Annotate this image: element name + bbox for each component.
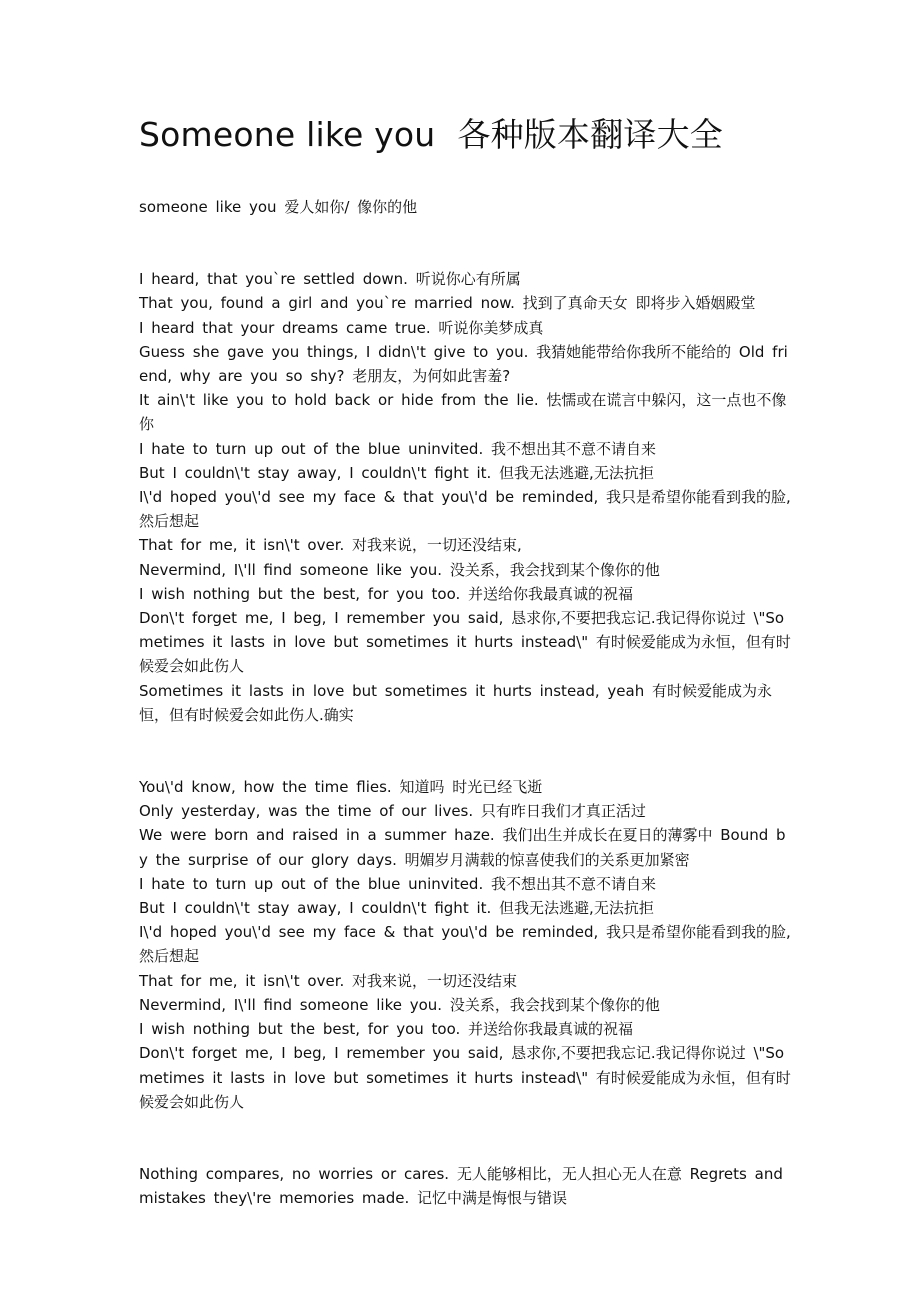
title-chinese: 各种版本翻译大全 [457, 115, 723, 154]
lyric-line: That for me, it isn\'t over. 对我来说，一切还没结束 [139, 971, 518, 990]
lyric-line: Only yesterday, was the time of our lives. 只有昨日我们才真正活过 [139, 802, 646, 821]
lyric-line: I\'d hoped you\'d see my face & that you\'d be reminded, 我只是希望你能看到我的脸,然后想起 [139, 923, 791, 966]
lyric-line: It ain\'t like you to hold back or hide from the lie. 怯懦或在谎言中躲闪，这一点也不像你 [139, 391, 787, 434]
verse-1 [139, 267, 791, 727]
lyric-line: Sometimes it lasts in love but sometimes it hurts instead, yeah 有时候爱能成为永恒，但有时候爱会如此伤人.确实 [139, 681, 772, 724]
lyrics-body [139, 195, 791, 1210]
lyric-line: That you, found a girl and you`re married now. 找到了真命天女 即将步入婚姻殿堂 [139, 294, 756, 313]
lyric-line: Nevermind, I\'ll find someone like you. 没关系，我会找到某个像你的他 [139, 560, 660, 579]
lyric-line: Nevermind, I\'ll find someone like you. 没关系，我会找到某个像你的他 [139, 995, 660, 1014]
section-gap [139, 1114, 791, 1162]
lyric-line: I heard, that you`re settled down. 听说你心有所属 [139, 270, 521, 289]
section-gap [139, 727, 791, 775]
verse-3 [139, 1162, 791, 1210]
document-title [139, 113, 723, 157]
lyric-line: Guess she gave you things, I didn\'t give to you. 我猜她能带给你我所不能给的 Old friend, why are you so shy? 老朋友，为何如此害羞? [139, 342, 788, 386]
section-gap [139, 219, 791, 267]
lyric-line: Don\'t forget me, I beg, I remember you said, 恳求你,不要把我忘记.我记得你说过 \"Sometimes it lasts in love but sometimes it hurts instead\" 有时候爱能成为永恒，但有时候爱会如此伤人 [139, 1044, 791, 1111]
lyric-line: I wish nothing but the best, for you too. 并送给你我最真诚的祝福 [139, 1020, 634, 1039]
lyric-line: You\'d know, how the time flies. 知道吗 时光已经飞逝 [139, 778, 543, 797]
lyric-line: But I couldn\'t stay away, I couldn\'t fight it. 但我无法逃避,无法抗拒 [139, 463, 654, 482]
lyric-line: Nothing compares, no worries or cares. 无人能够相比，无人担心无人在意 Regrets and mistakes they\'re memories made. 记忆中满是悔恨与错误 [139, 1164, 783, 1208]
verse-2 [139, 775, 791, 1114]
subtitle-line: someone like you 爱人如你/ 像你的他 [139, 198, 418, 216]
lyric-line: I hate to turn up out of the blue uninvited. 我不想出其不意不请自来 [139, 874, 656, 893]
lyric-line: That for me, it isn\'t over. 对我来说，一切还没结束, [139, 536, 522, 555]
lyric-line: I\'d hoped you\'d see my face & that you\'d be reminded, 我只是希望你能看到我的脸,然后想起 [139, 488, 791, 531]
lyric-line: I heard that your dreams came true. 听说你美梦成真 [139, 318, 544, 337]
lyric-line: But I couldn\'t stay away, I couldn\'t fight it. 但我无法逃避,无法抗拒 [139, 899, 654, 918]
lyric-line: I hate to turn up out of the blue uninvited. 我不想出其不意不请自来 [139, 439, 656, 458]
lyric-line: I wish nothing but the best, for you too. 并送给你我最真诚的祝福 [139, 584, 634, 603]
lyric-line: Don\'t forget me, I beg, I remember you said, 恳求你,不要把我忘记.我记得你说过 \"Sometimes it lasts in love but sometimes it hurts instead\" 有时候爱能成为永恒，但有时候爱会如此伤人 [139, 609, 791, 676]
title-english: Someone like you [139, 115, 436, 154]
lyric-line: We were born and raised in a summer haze. 我们出生并成长在夏日的薄雾中 Bound by the surprise of our glory days. 明媚岁月满载的惊喜使我们的关系更加紧密 [139, 826, 786, 869]
